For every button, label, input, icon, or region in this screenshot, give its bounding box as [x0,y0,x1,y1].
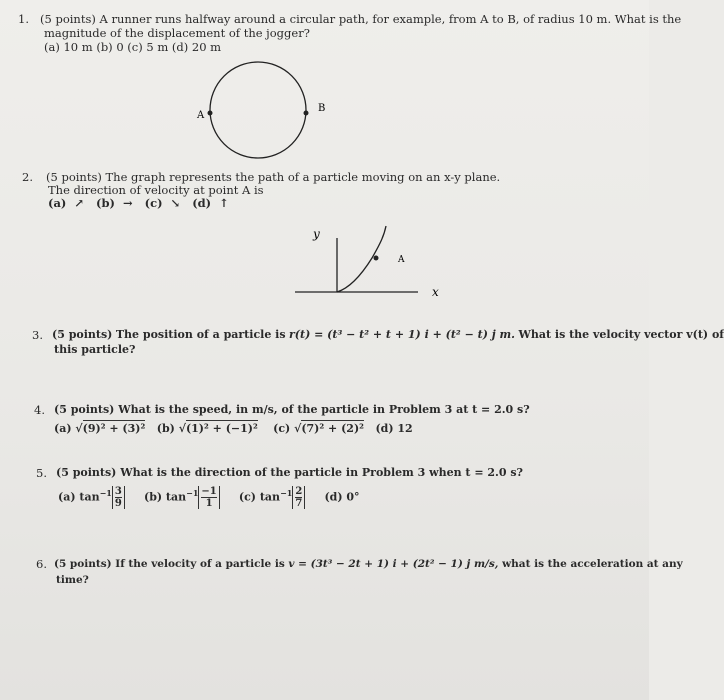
question-points: (5 points) [56,466,117,479]
question-number: 2. [22,170,33,184]
sqrt-icon: √ [75,422,83,435]
numerator: 2 [295,486,303,498]
question-text-line-2: The direction of velocity at point A is [48,183,264,197]
question-points: (5 points) [54,403,115,416]
answer-options [48,196,229,210]
option-c: (c) [273,422,291,435]
question-number: 6. [36,557,47,571]
circular-path [210,62,306,158]
option-d: (d) [192,196,212,210]
question-text: The position of a particle is [115,328,286,341]
question-points: (5 points) [54,558,112,570]
particle-path-curve [337,226,386,292]
question-text-line-2: time? [56,574,89,586]
question-number: 4. [34,403,45,417]
option-b: (b) [156,422,175,435]
label-a: A [197,110,205,121]
question-points: (5 points) [40,12,96,26]
x-axis-label: x [432,285,439,299]
option-b: (b) [96,196,115,210]
question-text-line-2: magnitude of the displacement of the jogger? [44,26,310,40]
option-b-fraction [198,486,219,509]
question-points: (5 points) [52,328,113,341]
option-c-fraction [292,486,305,509]
question-number: 1. [18,12,29,26]
question-text: A runner runs halfway around a circular path, for example, from A to B, of radius 10 m. What is the [99,12,682,26]
numerator: 3 [114,486,122,498]
answer-options [58,486,360,509]
option-c: (c) tan [238,490,281,504]
point-a-label: A [398,255,405,265]
inverse-exponent: −1 [99,488,112,498]
question-text-post: What is the velocity vector v(t) of [518,328,724,341]
question-number: 5. [36,466,47,480]
answer-options: (a) 10 m (b) 0 (c) 5 m (d) 20 m [44,40,222,54]
denominator: 9 [114,498,122,510]
denominator: 7 [295,498,303,510]
option-c: (c) [144,196,163,210]
option-d: (d) 0° [324,490,360,504]
arrow-down-right-icon: ↘ [170,196,181,210]
position-formula: r(t) = (t³ − t² + t + 1) i + (t² − t) j m. [289,328,516,341]
inverse-exponent: −1 [280,488,293,498]
numerator: −1 [201,486,217,498]
option-b-value: (1)² + (−1)² [185,422,258,435]
sqrt-icon: √ [294,422,302,435]
label-b: B [318,103,326,114]
option-c-value: (7)² + (2)² [301,422,364,435]
option-a-value: (9)² + (3)² [82,422,146,435]
question-text-post: what is the acceleration at any [502,558,683,570]
option-a: (a) tan [58,490,100,504]
option-a-fraction [112,486,125,509]
arrow-right-icon: → [122,196,133,210]
question-points: (5 points) [46,170,102,184]
sqrt-icon: √ [178,422,186,435]
option-a: (a) [54,422,72,435]
denominator: 1 [205,498,213,510]
question-text: What is the speed, in m/s, of the particle in Problem 3 at t = 2.0 s? [118,403,530,416]
arrow-up-right-icon: ↗ [74,196,84,210]
question-text: The graph represents the path of a particle moving on an x-y plane. [105,170,501,184]
arrow-up-icon: ↑ [219,196,229,210]
inverse-exponent: −1 [186,488,199,498]
answer-options [54,422,413,436]
point-b-marker [304,111,309,116]
y-axis-label: y [313,227,320,241]
point-a-marker [208,111,213,116]
velocity-formula: v = (3t³ − 2t + 1) i + (2t² − 1) j m/s, [288,558,499,570]
question-number: 3. [32,328,43,342]
option-d: (d) 12 [375,422,413,435]
option-a: (a) [48,196,67,210]
point-a-marker [374,256,379,261]
option-b: (b) tan [143,490,187,504]
question-text-line-2: this particle? [54,343,136,356]
question-text: What is the direction of the particle in Problem 3 when t = 2.0 s? [120,466,523,479]
question-text: If the velocity of a particle is [115,558,285,570]
